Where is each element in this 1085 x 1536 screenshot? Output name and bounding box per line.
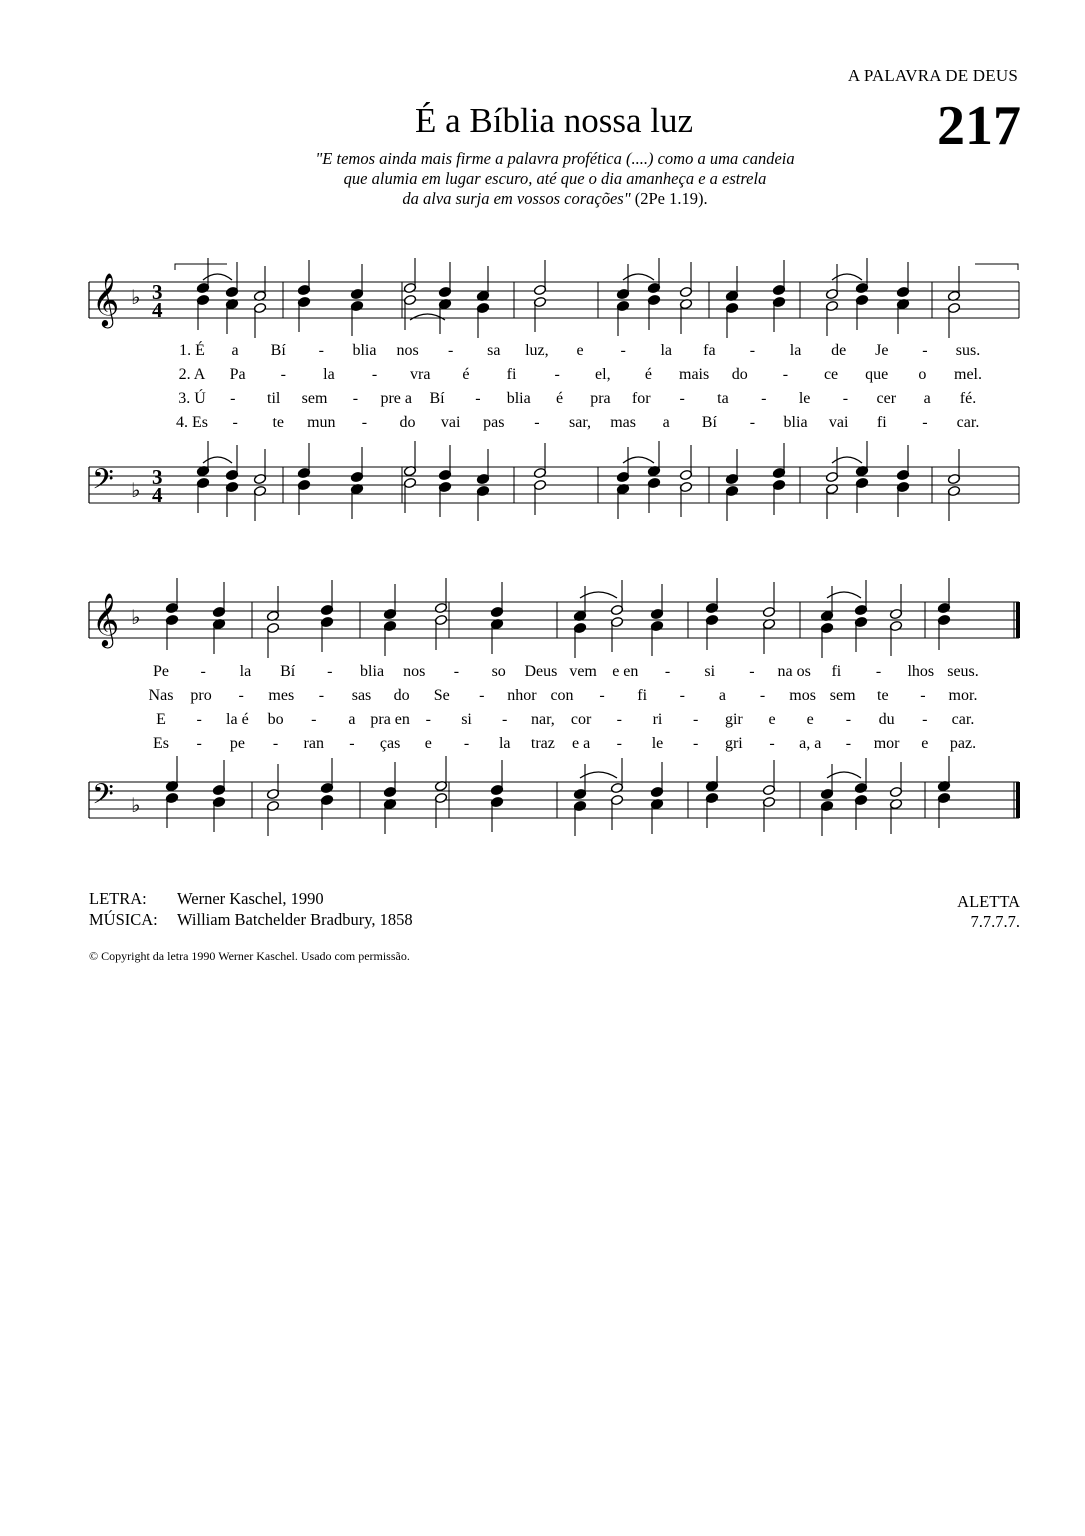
slur (203, 457, 232, 463)
lyric-syllable: la (239, 663, 252, 680)
lyric-syllable: ri (652, 711, 663, 728)
lyric-syllable: - (463, 735, 470, 752)
treble-clef: 𝄞 (92, 272, 120, 326)
lyric-syllable: ce (823, 366, 839, 383)
lyric-syllable: 4. Es (176, 414, 208, 431)
lyric-syllable: - (361, 414, 368, 431)
lyric-syllable: 1. É (179, 342, 205, 359)
lyric-syllable: mos (789, 687, 816, 704)
lyric-syllable: pas (483, 414, 505, 431)
lyric-syllable: fé. (959, 390, 977, 407)
music-label: MÚSICA: (89, 910, 158, 929)
lyric-syllable: nar, (531, 711, 555, 728)
lyric-syllable: le (798, 390, 811, 407)
lyric-syllable: fi (876, 414, 887, 431)
lyric-syllable: ran (303, 735, 324, 752)
lyric-syllable: - (759, 687, 766, 704)
lyric-syllable: mun (307, 414, 336, 431)
lyric-syllable: si (461, 711, 472, 728)
lyric-syllable: Bí (701, 414, 717, 431)
final-barline-thick (1016, 782, 1020, 818)
lyrics-label: LETRA: (89, 889, 147, 908)
slur (203, 274, 232, 280)
lyric-syllable: - (479, 687, 485, 704)
lyric-syllable: luz, (525, 342, 549, 359)
lyric-syllable: a (231, 342, 239, 359)
lyric-syllable: bo (267, 711, 284, 728)
lyric-syllable: fi (831, 663, 842, 680)
lyric-syllable: - (922, 342, 928, 359)
lyric-syllable: - (448, 342, 454, 359)
lyric-syllable: - (749, 663, 755, 680)
lyric-syllable: car. (956, 414, 980, 431)
lyric-syllable: nhor (507, 687, 537, 704)
music-author: William Batchelder Bradbury, 1858 (177, 910, 413, 929)
lyric-syllable: - (318, 342, 324, 359)
lyric-syllable: pra en (370, 711, 410, 728)
lyric-syllable: - (616, 735, 622, 752)
lyric-syllable: - (693, 711, 699, 728)
lyric-syllable: - (620, 342, 626, 359)
lyric-syllable: blia (506, 390, 531, 407)
lyric-syllable: cor (570, 711, 592, 728)
lyric-syllable: ças (379, 735, 401, 752)
lyric-syllable: na os (777, 663, 811, 680)
lyric-syllable: 2. A (178, 366, 206, 383)
lyric-syllable: Pa (229, 366, 246, 383)
lyric-syllable: Se (433, 687, 450, 704)
lyric-syllable: blia (352, 342, 377, 359)
lyric-syllable: a (718, 687, 726, 704)
lyric-syllable: - (238, 687, 244, 704)
hymn-number: 217 (937, 95, 1021, 157)
lyric-syllable: é (556, 390, 564, 407)
lyric-syllable: mel. (954, 366, 982, 383)
lyric-syllable: a (348, 711, 356, 728)
final-barline-thick (1016, 602, 1020, 638)
lyric-syllable: e a (571, 735, 591, 752)
time-signature-bottom: 4 (152, 483, 163, 507)
lyric-syllable: lhos (907, 663, 935, 680)
bracket-mark (975, 264, 1018, 270)
lyric-syllable: vem (569, 663, 597, 680)
lyric-syllable: le (651, 735, 664, 752)
lyric-syllable: - (875, 663, 882, 680)
lyric-syllable: - (664, 663, 671, 680)
lyric-syllable: - (453, 663, 460, 680)
credits (89, 888, 413, 930)
lyric-syllable: E (156, 711, 166, 728)
lyric-syllable: sar, (568, 414, 592, 431)
lyric-syllable: - (349, 735, 355, 752)
lyric-syllable: do (393, 687, 410, 704)
meter: 7.7.7.7. (970, 912, 1020, 931)
lyric-syllable: car. (951, 711, 975, 728)
lyric-syllable: - (679, 687, 685, 704)
lyric-syllable: sas (351, 687, 372, 704)
lyric-syllable: fi (637, 687, 648, 704)
lyric-syllable: 3. Ú (178, 390, 206, 407)
lyric-syllable: - (352, 390, 359, 407)
lyric-syllable: la (660, 342, 672, 359)
lyric-syllable: do (731, 366, 748, 383)
lyric-syllable: o (918, 366, 927, 383)
lyric-syllable: Bí (270, 342, 286, 359)
lyric-syllable: fa (703, 342, 716, 359)
lyric-syllable: - (196, 735, 202, 752)
lyric-syllable: mor (873, 735, 900, 752)
lyric-syllable: pe (229, 735, 245, 752)
lyric-syllable: mais (679, 366, 710, 383)
lyric-syllable: gri (724, 735, 743, 752)
lyric-syllable: e en (612, 663, 639, 680)
lyric-syllable: la é (226, 711, 249, 728)
flat-key-signature: ♭ (131, 793, 141, 817)
lyric-syllable: - (200, 663, 206, 680)
lyric-syllable: e (424, 735, 432, 752)
lyric-syllable: - (318, 687, 325, 704)
lyric-syllable: so (491, 663, 506, 680)
lyric-syllable: nos (403, 663, 426, 680)
lyric-syllable: ta (717, 390, 729, 407)
lyric-syllable: - (616, 711, 622, 728)
lyric-syllable: - (554, 366, 560, 383)
epigraph-line: "E temos ainda mais firme a palavra profética (....) como a uma candeia (315, 149, 795, 168)
lyric-syllable: sem (829, 687, 856, 704)
lyric-syllable: - (782, 366, 789, 383)
lyric-syllable: de (831, 342, 847, 359)
lyric-syllable: nos (396, 342, 419, 359)
bass-clef: 𝄢 (92, 463, 114, 503)
flat-key-signature: ♭ (131, 285, 141, 309)
treble-clef: 𝄞 (92, 592, 120, 646)
lyric-syllable: - (749, 342, 756, 359)
lyric-syllable: Pe (153, 663, 169, 680)
lyric-syllable: - (230, 390, 236, 407)
lyric-syllable: - (693, 735, 699, 752)
lyric-syllable: vra (410, 366, 431, 383)
lyric-syllable: te (877, 687, 889, 704)
lyric-syllable: - (311, 711, 317, 728)
time-signature-top: 3 (152, 280, 163, 304)
lyric-syllable: fi (506, 366, 517, 383)
lyric-syllable: Bí (280, 663, 296, 680)
lyric-syllable: é (644, 366, 653, 383)
lyric-syllable: Nas (148, 687, 174, 704)
lyric-syllable: - (534, 414, 540, 431)
lyric-syllable: é (462, 366, 470, 383)
time-signature-bottom: 4 (152, 298, 163, 322)
lyric-syllable: que (865, 366, 889, 383)
lyric-syllable: - (327, 663, 333, 680)
lyric-syllable: til (267, 390, 281, 407)
lyric-syllable: pra (590, 390, 611, 407)
lyric-syllable: - (196, 711, 202, 728)
tune-name: ALETTA (957, 892, 1020, 911)
section-heading: A PALAVRA DE DEUS (847, 66, 1018, 85)
lyric-syllable: la (498, 735, 511, 752)
lyric-syllable: - (922, 414, 928, 431)
time-signature-top: 3 (152, 465, 163, 489)
lyric-syllable: sa (487, 342, 501, 359)
lyric-syllable: - (599, 687, 605, 704)
lyric-syllable: si (704, 663, 716, 680)
lyric-syllable: a, a (799, 735, 822, 752)
bass-clef: 𝄢 (92, 778, 114, 818)
lyric-syllable: Es (153, 735, 169, 752)
lyric-syllable: a (923, 390, 931, 407)
lyric-syllable: gir (724, 711, 743, 728)
lyric-syllable: e (576, 342, 584, 359)
flat-key-signature: ♭ (131, 478, 141, 502)
lyric-syllable: traz (530, 735, 555, 752)
lyric-syllable: - (749, 414, 756, 431)
lyrics-author: Werner Kaschel, 1990 (177, 889, 324, 908)
lyric-syllable: - (761, 390, 767, 407)
lyric-syllable: el, (595, 366, 611, 383)
lyric-syllable: Je (875, 342, 889, 359)
flat-key-signature: ♭ (131, 605, 141, 629)
lyric-syllable: seus. (947, 663, 979, 680)
lyric-syllable: - (845, 711, 852, 728)
epigraph-reference: (2Pe 1.19). (634, 189, 708, 208)
lyric-syllable: vai (440, 414, 461, 431)
lyric-syllable: con (550, 687, 574, 704)
lyric-syllable: cer (876, 390, 897, 407)
lyric-syllable: du (878, 711, 895, 728)
lyric-syllable: la (323, 366, 335, 383)
lyric-syllable: e (921, 735, 929, 752)
hymn-title: É a Bíblia nossa luz (414, 101, 693, 140)
epigraph-line: que alumia em lugar escuro, até que o dia amanheça e a estrela (343, 169, 767, 188)
lyric-syllable: - (272, 735, 279, 752)
lyric-syllable: sus. (955, 342, 981, 359)
lyric-syllable: - (842, 390, 849, 407)
lyric-syllable: - (232, 414, 238, 431)
lyric-syllable: la (789, 342, 802, 359)
lyric-syllable: Bí (429, 390, 445, 407)
lyric-syllable: e (806, 711, 814, 728)
lyric-syllable: pre a (380, 390, 412, 407)
lyric-syllable: - (769, 735, 775, 752)
lyric-syllable: blia (783, 414, 808, 431)
lyric-syllable: te (272, 414, 284, 431)
lyric-syllable: Deus (524, 663, 558, 680)
lyric-syllable: - (922, 711, 928, 728)
lyric-syllable: - (425, 711, 431, 728)
tune-info (957, 892, 1020, 932)
epigraph-line: da alva surja em vossos corações" (402, 189, 631, 208)
lyric-syllable: mas (610, 414, 637, 431)
lyric-syllable: - (920, 687, 926, 704)
lyric-syllable: - (475, 390, 481, 407)
lyric-syllable: vai (828, 414, 849, 431)
lyric-syllable: - (371, 366, 378, 383)
lyric-syllable: - (845, 735, 852, 752)
lyric-syllable: e (768, 711, 776, 728)
lyric-syllable: blia (360, 663, 385, 680)
lyric-syllable: do (399, 414, 416, 431)
lyric-syllable: pro (190, 687, 212, 704)
lyric-syllable: mes (268, 687, 295, 704)
lyric-syllable: - (502, 711, 508, 728)
lyric-syllable: sem (301, 390, 328, 407)
lyric-syllable: paz. (949, 735, 977, 752)
lyric-syllable: for (631, 390, 651, 407)
lyric-syllable: mor. (948, 687, 978, 704)
bracket-mark (175, 264, 227, 270)
lyric-syllable: a (662, 414, 670, 431)
lyric-syllable: - (679, 390, 685, 407)
copyright-notice: © Copyright da letra 1990 Werner Kaschel. Usado com permissão. (89, 949, 410, 963)
lyric-syllable: - (280, 366, 286, 383)
